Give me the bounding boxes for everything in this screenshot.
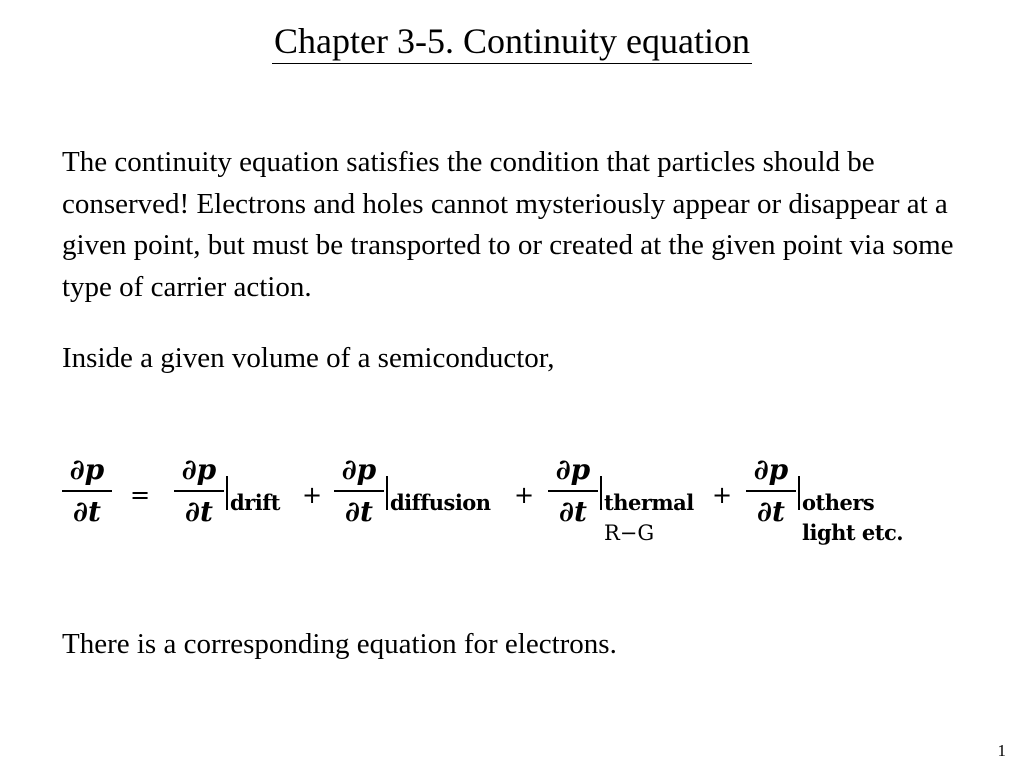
plus-sign: + xyxy=(712,481,733,509)
lhs-denominator: ∂t xyxy=(73,495,101,528)
volume-paragraph: Inside a given volume of a semiconductor, xyxy=(62,342,555,374)
others-light-subscript: light etc. xyxy=(802,520,904,545)
page-number: 1 xyxy=(997,741,1006,760)
plus-sign: + xyxy=(514,481,535,509)
fraction-bar xyxy=(174,490,224,492)
diffusion-subscript: diffusion xyxy=(390,490,491,515)
fraction-bar xyxy=(334,490,384,492)
fraction-bar xyxy=(62,490,112,492)
continuity-equation xyxy=(62,452,962,564)
electrons-paragraph: There is a corresponding equation for electrons. xyxy=(62,628,617,660)
evaluation-bar xyxy=(226,476,228,510)
diffusion-denominator: ∂t xyxy=(345,495,373,528)
slide-title-text: Chapter 3-5. Continuity equation xyxy=(272,19,752,64)
lhs-numerator: ∂p xyxy=(69,453,105,486)
thermal-rg-subscript: R−G xyxy=(604,521,655,545)
others-denominator: ∂t xyxy=(757,495,785,528)
others-subscript: others xyxy=(802,490,875,515)
fraction-bar xyxy=(548,490,598,492)
others-fraction xyxy=(746,454,796,530)
thermal-subscript: thermal xyxy=(604,490,694,515)
diffusion-numerator: ∂p xyxy=(341,453,377,486)
diffusion-fraction xyxy=(334,454,384,530)
thermal-numerator: ∂p xyxy=(555,453,591,486)
drift-denominator: ∂t xyxy=(185,495,213,528)
equals-sign: = xyxy=(130,481,151,509)
evaluation-bar xyxy=(386,476,388,510)
drift-numerator: ∂p xyxy=(181,453,217,486)
fraction-bar xyxy=(746,490,796,492)
slide-title xyxy=(0,18,1024,64)
drift-fraction xyxy=(174,454,224,530)
thermal-fraction xyxy=(548,454,598,530)
thermal-denominator: ∂t xyxy=(559,495,587,528)
plus-sign: + xyxy=(302,481,323,509)
lhs-fraction xyxy=(62,454,112,530)
intro-paragraph: The continuity equation satisfies the condition that particles should be conserved! Electrons and holes cannot mysteriously appear or disappear at a given point, but must be transported to or created at the given point via some type of carrier action. xyxy=(62,146,954,303)
evaluation-bar xyxy=(600,476,602,510)
drift-subscript: drift xyxy=(230,490,280,515)
evaluation-bar xyxy=(798,476,800,510)
others-numerator: ∂p xyxy=(753,453,789,486)
